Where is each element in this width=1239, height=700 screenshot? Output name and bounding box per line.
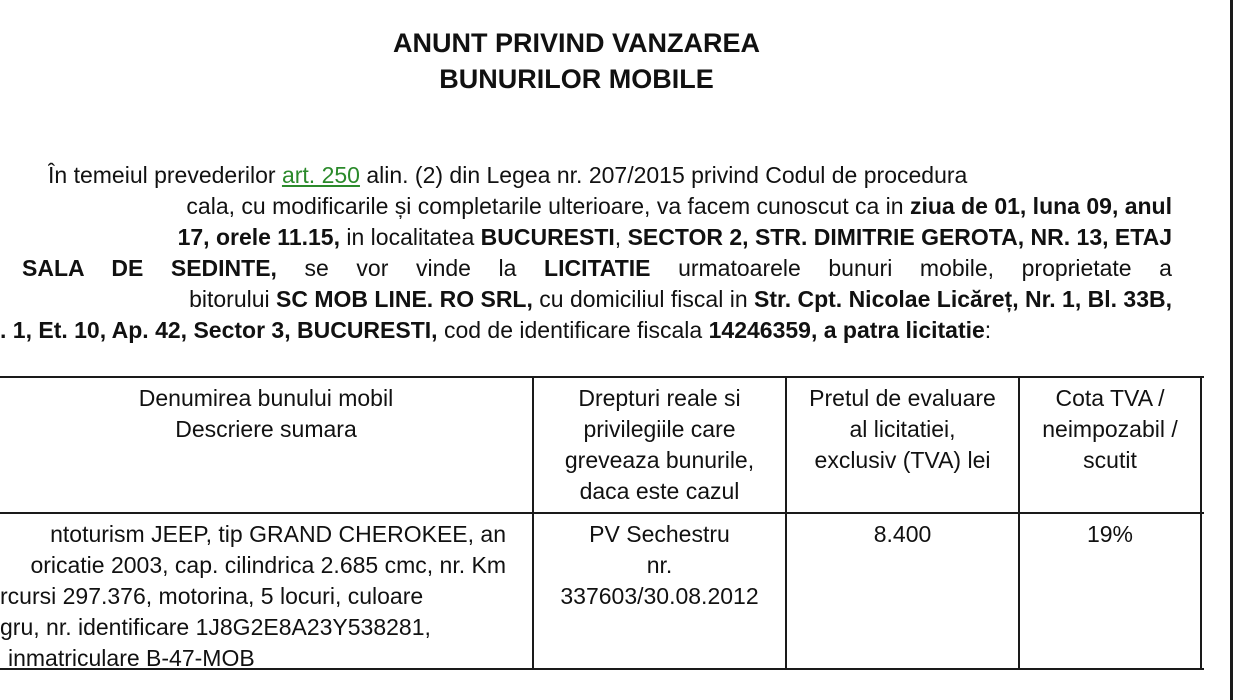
paragraph-text: cala, cu modificarile și completarile ulterioare, va facem cunoscut ca in [186, 193, 910, 219]
address-text: SECTOR 2, STR. DIMITRIE GEROTA, NR. 13, ETAJ [627, 224, 1172, 250]
rights-line: 337603/30.08.2012 [560, 583, 759, 609]
header-text: neimpozabil / [1042, 416, 1178, 442]
paragraph-text: alin. (2) din Legea nr. 207/2015 privind Codul de procedura [359, 162, 968, 188]
header-text: scutit [1083, 447, 1137, 473]
paragraph-line-4 [22, 253, 1172, 284]
header-asset-description [0, 383, 532, 445]
description-line: rcursi 297.376, motorina, 5 locuri, culoare [0, 583, 424, 609]
description-line: gru, nr. identificare 1J8G2E8A23Y538281, [0, 614, 431, 640]
description-line: ntoturism JEEP, tip GRAND CHEROKEE, an [50, 521, 506, 547]
header-text: Drepturi reale si [578, 385, 741, 411]
assets-table [0, 376, 1204, 670]
evaluation-price-cell: 8.400 [873, 521, 932, 547]
page-edge-border [1230, 0, 1233, 700]
article-250-link[interactable]: art. 250 [281, 162, 360, 188]
description-line: inmatriculare B-47-MOB [8, 645, 255, 671]
debtor-address: Str. Cpt. Nicolae Licăreț, Nr. 1, Bl. 33B, [754, 286, 1172, 312]
paragraph-text: În temeiul prevederilor [48, 162, 282, 188]
document-title-line-2: BUNURILOR MOBILE [439, 64, 714, 94]
paragraph-text: cu domiciliul fiscal in [532, 286, 755, 312]
city-text: BUCURESTI [480, 224, 615, 250]
header-evaluation-price [787, 383, 1018, 476]
header-text: greveaza bunurile, [564, 447, 755, 473]
header-text: al licitatiei, [849, 416, 956, 442]
fiscal-code: 14246359, a patra licitatie [708, 317, 985, 343]
paragraph-line-3 [0, 222, 1172, 253]
header-text: exclusiv (TVA) lei [814, 447, 991, 473]
table-border-right [1200, 376, 1202, 670]
description-line: oricatie 2003, cap. cilindrica 2.685 cmc, nr. Km [30, 552, 506, 578]
header-text: Cota TVA / [1055, 385, 1165, 411]
paragraph-text: urmatoarele bunuri mobile, proprietate a [650, 255, 1172, 281]
paragraph-text: cod de identificare fiscala [437, 317, 709, 343]
rights-line: PV Sechestru [589, 521, 730, 547]
header-text: Pretul de evaluare [809, 385, 996, 411]
header-text: Descriere sumara [175, 416, 357, 442]
document-title-line-1: ANUNT PRIVIND VANZAREA [392, 28, 760, 58]
paragraph-text: se vor vinde la [276, 255, 545, 281]
table-header-divider [0, 512, 1204, 514]
header-text: Denumirea bunului mobil [138, 385, 394, 411]
paragraph-line-6 [0, 315, 1172, 346]
header-text: privilegiile care [583, 416, 736, 442]
debtor-address: . 1, Et. 10, Ap. 42, Sector 3, BUCURESTI, [0, 317, 438, 343]
date-text: ziua de 01, luna 09, anul [909, 193, 1172, 219]
paragraph-text: , [614, 224, 628, 250]
paragraph-text: : [984, 317, 992, 343]
real-rights-cell [534, 519, 785, 612]
time-text: 17, orele 11.15, [177, 224, 340, 250]
venue-text: SALA DE SEDINTE, [22, 255, 277, 281]
header-vat-rate [1020, 383, 1200, 476]
debtor-name: SC MOB LINE. RO SRL, [276, 286, 533, 312]
asset-description-cell [0, 519, 506, 674]
header-real-rights [534, 383, 785, 507]
vat-rate-cell: 19% [1086, 521, 1134, 547]
rights-line: nr. [646, 552, 673, 578]
paragraph-line-2 [0, 191, 1172, 222]
header-text: daca este cazul [579, 478, 740, 504]
paragraph-line-5 [0, 284, 1172, 315]
paragraph-line-1 [48, 160, 1172, 191]
paragraph-text: bitorului [189, 286, 277, 312]
sale-type-text: LICITATIE [544, 255, 651, 281]
paragraph-text: in localitatea [339, 224, 481, 250]
table-border-top [0, 376, 1204, 378]
